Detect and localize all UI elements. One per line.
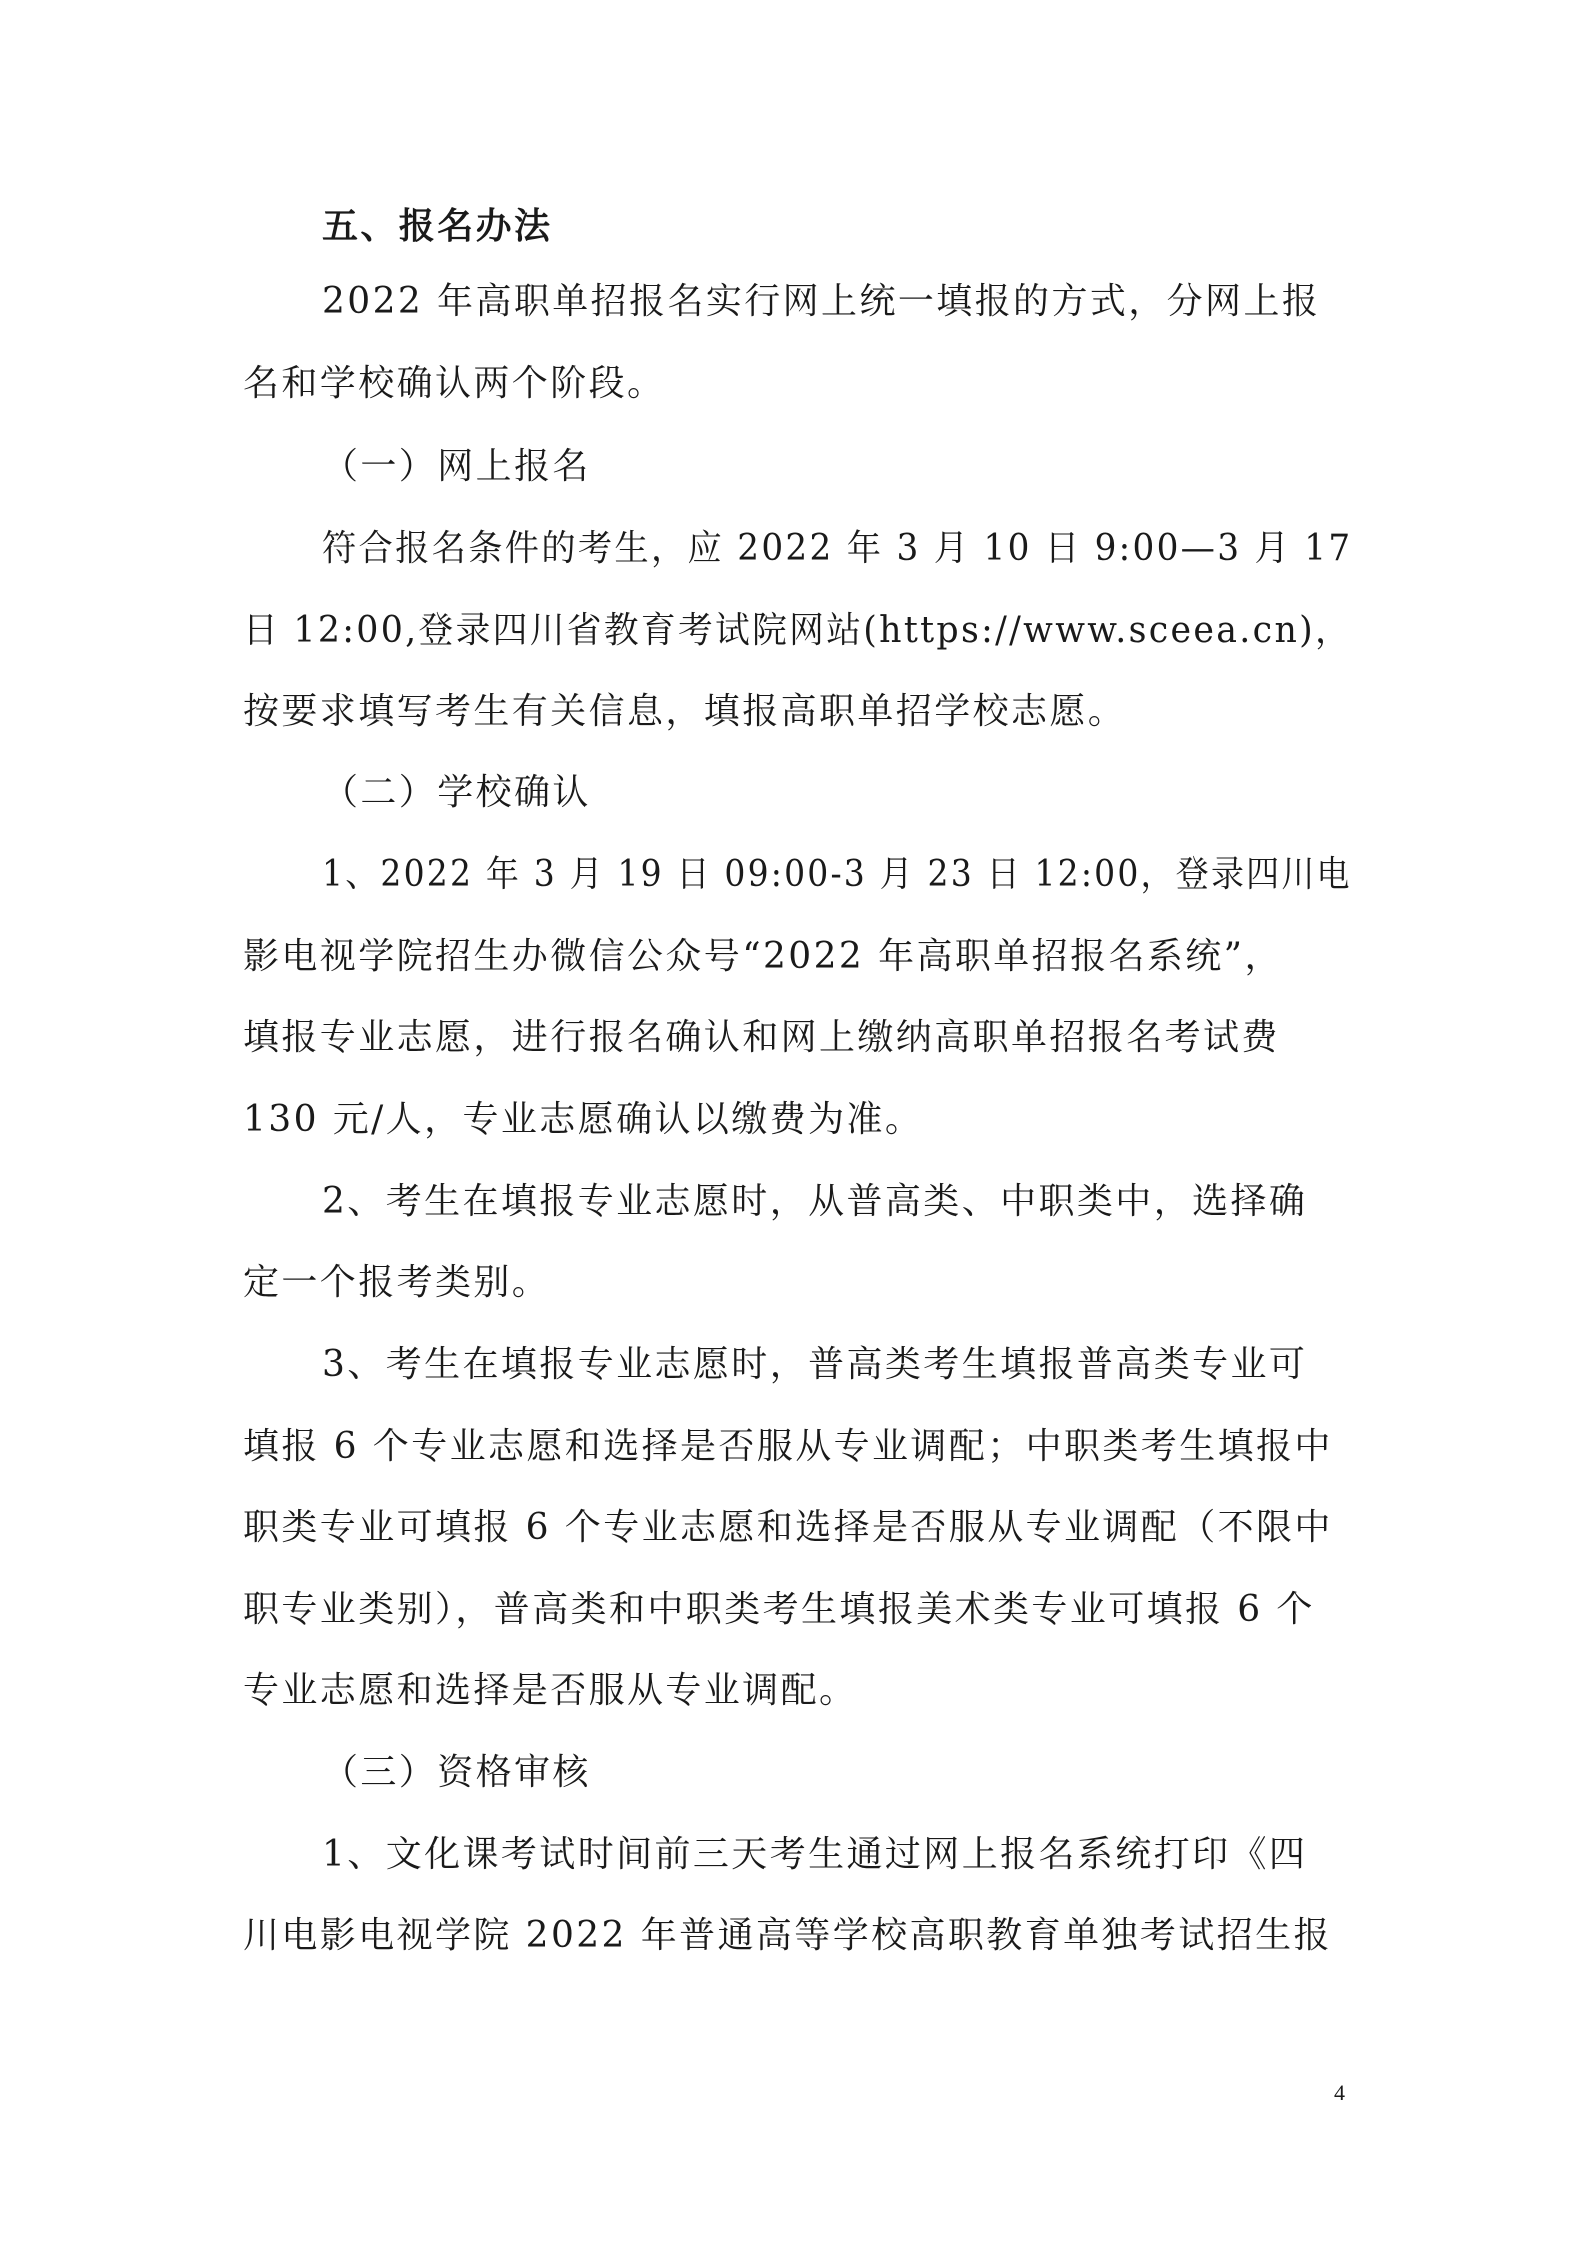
paragraph-line: 3、考生在填报专业志愿时，普高类考生填报普高类专业可 <box>322 1344 1308 1385</box>
paragraph-line: 川电影电视学院 2022 年普通高等学校高职教育单独考试招生报 <box>243 1915 1332 1956</box>
subheading-online-registration: （一）网上报名 <box>322 446 591 487</box>
paragraph-line: 1、2022 年 3 月 19 日 09:00-3 月 23 日 12:00，登录四川电 <box>322 854 1352 895</box>
paragraph-line: 按要求填写考生有关信息，填报高职单招学校志愿。 <box>243 691 1127 732</box>
section-heading-registration: 五、报名办法 <box>322 206 553 247</box>
paragraph-line: 名和学校确认两个阶段。 <box>243 363 666 404</box>
paragraph-line: 1、文化课考试时间前三天考生通过网上报名系统打印《四 <box>322 1834 1308 1875</box>
page-number: 4 <box>1334 2080 1345 2105</box>
paragraph-line: 职类专业可填报 6 个专业志愿和选择是否服从专业调配（不限中 <box>243 1507 1333 1548</box>
paragraph-line: 2022 年高职单招报名实行网上统一填报的方式，分网上报 <box>322 281 1321 322</box>
paragraph-line: 专业志愿和选择是否服从专业调配。 <box>243 1670 858 1711</box>
paragraph-line: 日 12:00,登录四川省教育考试院网站(https://www.sceea.cn)， <box>243 610 1353 651</box>
paragraph-line: 定一个报考类别。 <box>243 1262 551 1303</box>
subheading-qualification-review: （三）资格审核 <box>322 1752 591 1793</box>
paragraph-line: 影电视学院招生办微信公众号“2022 年高职单招报名系统”， <box>243 936 1283 977</box>
paragraph-line: 填报 6 个专业志愿和选择是否服从专业调配；中职类考生填报中 <box>243 1426 1333 1467</box>
paragraph-line: 130 元/人，专业志愿确认以缴费为准。 <box>243 1099 924 1140</box>
paragraph-line: 职专业类别），普高类和中职类考生填报美术类专业可填报 6 个 <box>243 1589 1315 1630</box>
subheading-school-confirmation: （二）学校确认 <box>322 772 591 813</box>
paragraph-line: 2、考生在填报专业志愿时，从普高类、中职类中，选择确 <box>322 1181 1308 1222</box>
paragraph-line: 符合报名条件的考生，应 2022 年 3 月 10 日 9:00—3 月 17 <box>322 528 1353 569</box>
paragraph-line: 填报专业志愿，进行报名确认和网上缴纳高职单招报名考试费 <box>243 1017 1280 1058</box>
